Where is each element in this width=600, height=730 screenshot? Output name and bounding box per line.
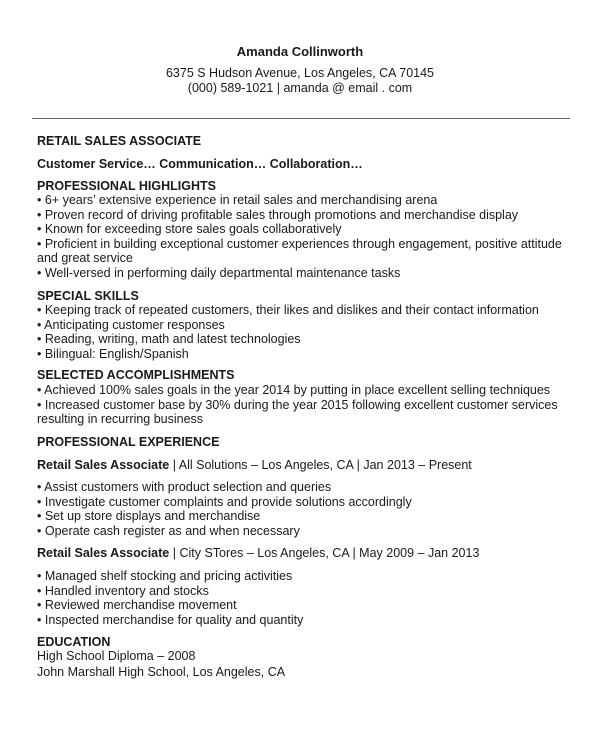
list-item: • Anticipating customer responses xyxy=(37,317,225,332)
section-heading-experience: PROFESSIONAL EXPERIENCE xyxy=(37,435,220,449)
accomplishments-list xyxy=(37,383,567,427)
job-duties-list xyxy=(37,569,303,627)
job-title: Retail Sales Associate xyxy=(37,546,170,560)
list-item: • Bilingual: English/Spanish xyxy=(37,346,189,361)
list-item: • Set up store displays and merchandise xyxy=(37,509,261,524)
skills-list xyxy=(37,303,539,361)
job-details: | City STores – Los Angeles, CA | May 2009 – Jan 2013 xyxy=(169,546,480,560)
list-item: • Proven record of driving profitable sales through promotions and merchandise display xyxy=(37,207,519,222)
list-item: • Inspected merchandise for quality and quantity xyxy=(37,612,304,627)
list-item: • 6+ years’ extensive experience in retail sales and merchandising arena xyxy=(37,193,438,207)
address-line: 6375 S Hudson Avenue, Los Angeles, CA 70145 xyxy=(165,66,435,80)
list-item: • Managed shelf stocking and pricing activities xyxy=(37,569,293,583)
education-school: John Marshall High School, Los Angeles, CA xyxy=(37,665,286,679)
resume-title: RETAIL SALES ASSOCIATE xyxy=(37,134,202,148)
list-item: • Increased customer base by 30% during the year 2015 following excellent customer services resulting in recurring business xyxy=(37,397,558,427)
header-divider xyxy=(32,118,570,119)
list-item: • Operate cash register as and when necessary xyxy=(37,523,300,538)
contact-line: (000) 589-1021 | amanda @ email . com xyxy=(187,81,413,95)
list-item: • Handled inventory and stocks xyxy=(37,583,209,598)
list-item: • Known for exceeding store sales goals collaboratively xyxy=(37,222,342,237)
section-heading-accomplishments: SELECTED ACCOMPLISHMENTS xyxy=(37,368,235,382)
section-heading-highlights: PROFESSIONAL HIGHLIGHTS xyxy=(37,179,216,193)
list-item: • Reading, writing, math and latest technologies xyxy=(37,332,301,347)
list-item: • Investigate customer complaints and provide solutions accordingly xyxy=(37,494,412,509)
highlights-list xyxy=(37,193,567,281)
section-heading-skills: SPECIAL SKILLS xyxy=(37,289,139,303)
job-duties-list xyxy=(37,480,412,538)
job-details: | All Solutions – Los Angeles, CA | Jan 2013 – Present xyxy=(169,458,472,472)
candidate-name: Amanda Collinworth xyxy=(236,44,364,59)
list-item: • Assist customers with product selection and queries xyxy=(37,480,332,494)
tagline: Customer Service… Communication… Collaboration… xyxy=(37,157,363,171)
job-heading xyxy=(37,458,472,473)
list-item: • Achieved 100% sales goals in the year 2014 by putting in place excellent selling techniques xyxy=(37,383,551,397)
job-title: Retail Sales Associate xyxy=(37,458,170,472)
education-degree: High School Diploma – 2008 xyxy=(37,649,196,663)
list-item: • Well-versed in performing daily departmental maintenance tasks xyxy=(37,265,401,280)
job-heading xyxy=(37,546,479,561)
list-item: • Reviewed merchandise movement xyxy=(37,598,237,613)
list-item: • Proficient in building exceptional customer experiences through engagement, positive attitude and great service xyxy=(37,236,562,266)
list-item: • Keeping track of repeated customers, their likes and dislikes and their contact information xyxy=(37,303,539,317)
section-heading-education: EDUCATION xyxy=(37,635,111,649)
